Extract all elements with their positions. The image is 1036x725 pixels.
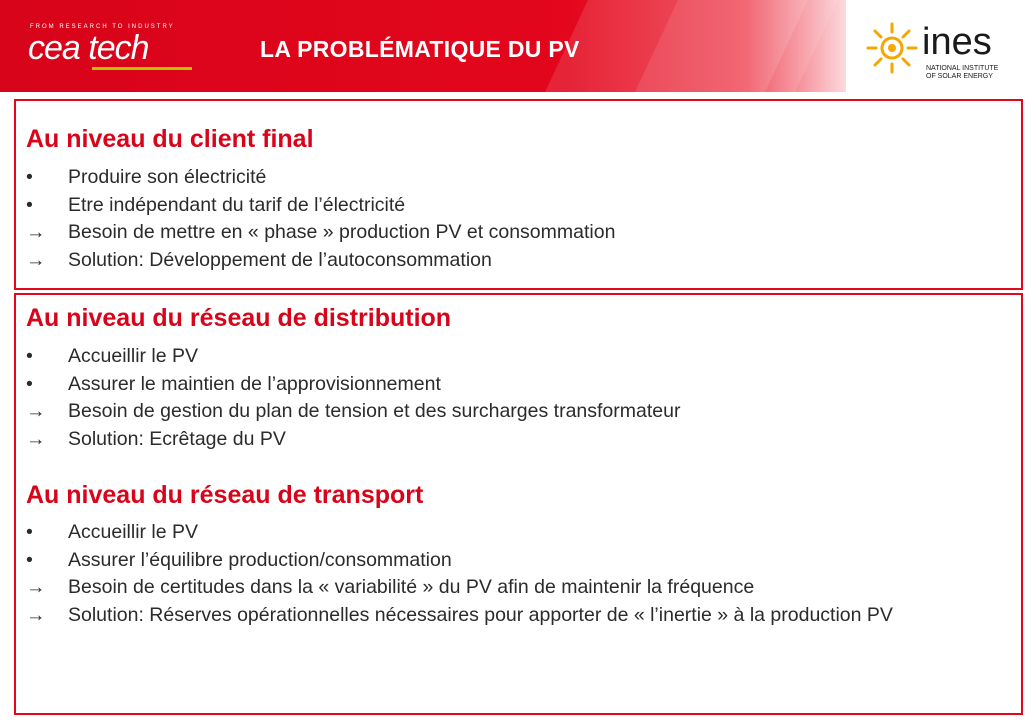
list-item bbox=[26, 371, 1011, 399]
section-heading: Au niveau du réseau de distribution bbox=[26, 304, 452, 332]
slide-title: LA PROBLÉMATIQUE DU PV bbox=[260, 36, 580, 62]
list-item bbox=[26, 343, 1011, 371]
list-item-text: Accueillir le PV bbox=[68, 521, 199, 543]
list-item bbox=[26, 164, 1011, 192]
list-item-text: Solution: Ecrêtage du PV bbox=[68, 427, 286, 450]
list-item-text: Solution: Développement de l’autoconsommation bbox=[68, 248, 492, 271]
ines-logo-subtitle: NATIONAL INSTITUTE OF SOLAR ENERGY bbox=[926, 65, 999, 80]
list-item-text: Besoin de gestion du plan de tension et des surcharges transformateur bbox=[68, 400, 681, 422]
section-heading: Au niveau du client final bbox=[26, 125, 314, 153]
slide-header bbox=[0, 0, 1036, 92]
list-item-text: Assurer le maintien de l’approvisionnement bbox=[68, 372, 441, 395]
list-item bbox=[26, 519, 1011, 547]
bullet-marker: • bbox=[26, 548, 33, 571]
list-item bbox=[26, 219, 1011, 247]
cea-tech-tagline: FROM RESEARCH TO INDUSTRY bbox=[30, 24, 175, 30]
cea-tech-logo-underline bbox=[92, 67, 192, 70]
list-item-text: Produire son électricité bbox=[68, 166, 267, 188]
section-list bbox=[26, 519, 1011, 629]
bullet-marker: • bbox=[26, 521, 33, 543]
section-list bbox=[26, 343, 1011, 453]
bullet-marker: • bbox=[26, 166, 33, 188]
list-item bbox=[26, 602, 1011, 630]
list-item-text: Assurer l’équilibre production/consommation bbox=[68, 548, 452, 571]
cea-tech-logo: cea tech bbox=[28, 29, 149, 67]
list-item bbox=[26, 247, 1011, 275]
arrow-marker: → bbox=[26, 248, 46, 271]
list-item bbox=[26, 574, 1011, 602]
arrow-marker: → bbox=[26, 221, 46, 243]
bullet-marker: • bbox=[26, 345, 33, 367]
list-item-text: Etre indépendant du tarif de l’électricité bbox=[68, 193, 406, 216]
arrow-marker: → bbox=[26, 427, 46, 450]
ines-logo-text: ines bbox=[922, 21, 992, 63]
section-list bbox=[26, 164, 1011, 274]
list-item bbox=[26, 398, 1011, 426]
sun-icon bbox=[862, 18, 922, 80]
arrow-marker: → bbox=[26, 400, 46, 422]
list-item-text: Solution: Réserves opérationnelles nécessaires pour apporter de « l’inertie » à la production PV bbox=[68, 603, 893, 626]
list-item bbox=[26, 547, 1011, 575]
list-item-text: Accueillir le PV bbox=[68, 345, 199, 367]
list-item-text: Besoin de certitudes dans la « variabilité » du PV afin de maintenir la fréquence bbox=[68, 576, 755, 598]
reseau-panel bbox=[14, 293, 1023, 715]
list-item bbox=[26, 192, 1011, 220]
arrow-marker: → bbox=[26, 576, 46, 598]
ines-logo bbox=[862, 18, 1022, 84]
section-heading: Au niveau du réseau de transport bbox=[26, 481, 424, 509]
arrow-marker: → bbox=[26, 603, 46, 626]
bullet-marker: • bbox=[26, 193, 33, 216]
client-final-panel bbox=[14, 99, 1023, 290]
list-item bbox=[26, 426, 1011, 454]
list-item-text: Besoin de mettre en « phase » production PV et consommation bbox=[68, 221, 616, 243]
bullet-marker: • bbox=[26, 372, 33, 395]
